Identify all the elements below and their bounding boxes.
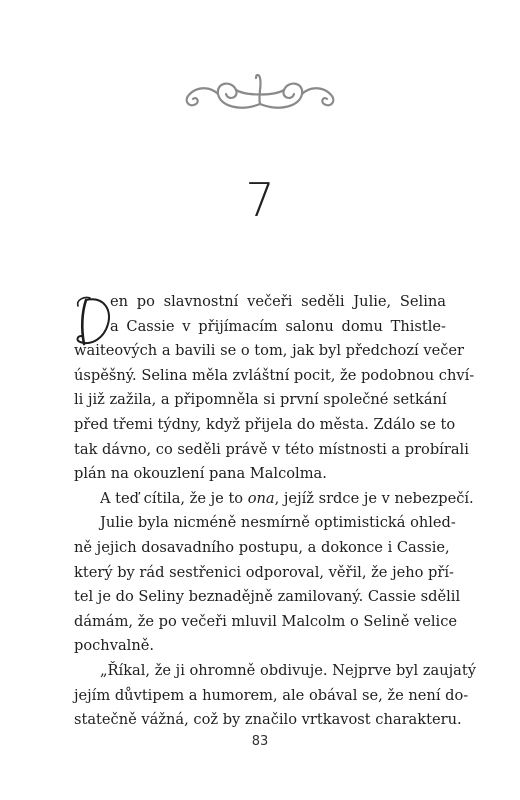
text-line: který by rád sestřenici odporoval, věřil, že jeho pří- — [74, 563, 454, 581]
text-span: A teď cítila, že je to — [100, 489, 248, 507]
text-line: dámám, že po večeři mluvil Malcolm o Selině velice — [74, 612, 458, 630]
text-line: tel je do Seliny beznadějně zamilovaný. Cassie sdělil — [74, 588, 461, 606]
text-line: li již zažila, a připomněla si první společné setkání — [74, 391, 447, 409]
text-line: a Cassie v přijímacím salonu domu Thistle- — [110, 317, 446, 335]
text-line: „Říkal, že ji ohromně obdivuje. Nejprve byl zaujatý — [100, 661, 476, 679]
text-line: waiteových a bavili se o tom, jak byl předchozí večer — [74, 342, 464, 360]
body-text — [74, 290, 476, 733]
text-line: ně jejich dosavadního postupu, a dokonce i Cassie, — [74, 538, 450, 556]
text-line: před třemi týdny, když přijela do města. Zdálo se to — [74, 415, 456, 433]
text-line: jejím důvtipem a humorem, ale obával se, že není do- — [74, 686, 469, 704]
text-line: úspěšný. Selina měla zvláštní pocit, že podobnou chví- — [74, 366, 475, 384]
text-line: plán na okouzlení pana Malcolma. — [74, 465, 327, 483]
dropcap-text: D — [74, 294, 75, 295]
chapter-number: 7 — [245, 173, 275, 227]
emphasis-text: ona — [247, 489, 275, 507]
text-line: statečně vážná, což by značilo vrtkavost charakteru. — [74, 711, 462, 729]
text-line: tak dávno, co seděli právě v této místnosti a probírali — [74, 440, 469, 458]
swirl-flourish-icon — [180, 68, 340, 114]
text-line: pochvalně. — [74, 637, 154, 655]
page-number: 83 — [251, 734, 269, 749]
text-line — [74, 487, 474, 512]
text-span: , jejíž srdce je v nebezpečí. — [274, 489, 474, 507]
text-line: Julie byla nicméně nesmírně optimistická ohled- — [100, 514, 456, 532]
text-line: en po slavnostní večeři seděli Julie, Selina — [110, 293, 446, 310]
